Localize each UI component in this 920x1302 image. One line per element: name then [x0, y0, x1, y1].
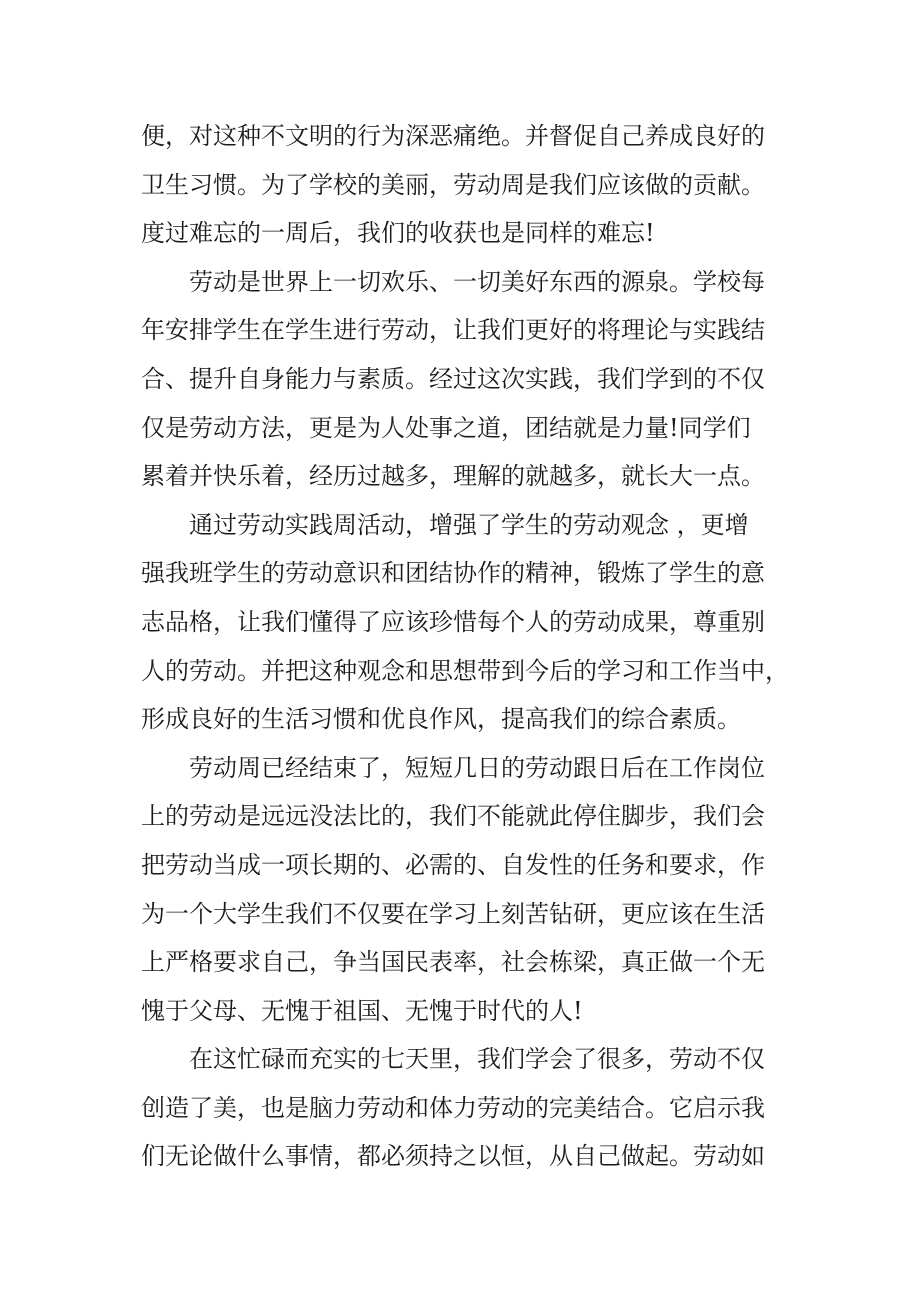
- text-line: 形成良好的生活习惯和优良作风，提高我们的综合素质。: [141, 705, 741, 734]
- text-line: 们无论做什么事情，都必须持之以恒，从自己做起。劳动如: [141, 1142, 765, 1171]
- text-line: 上严格要求自己，争当国民表率，社会栋梁，真正做一个无: [141, 948, 765, 977]
- text-line: 通过劳动实践周活动，增强了学生的劳动观念 ，更增: [189, 510, 749, 539]
- text-line: 合、提升自身能力与素质。经过这次实践，我们学到的不仅: [141, 364, 765, 393]
- text-line: 人的劳动。并把这种观念和思想带到今后的学习和工作当中，: [141, 656, 789, 685]
- text-line: 累着并快乐着，经历过越多，理解的就越多，就长大一点。: [141, 462, 765, 491]
- text-line: 愧于父母、无愧于祖国、无愧于时代的人!: [141, 996, 583, 1025]
- text-line: 志品格，让我们懂得了应该珍惜每个人的劳动成果，尊重别: [141, 607, 765, 636]
- text-line: 劳动是世界上一切欢乐、一切美好东西的源泉。学校每: [189, 267, 765, 296]
- text-line: 年安排学生在学生进行劳动，让我们更好的将理论与实践结: [141, 316, 765, 345]
- paragraph: [141, 258, 801, 501]
- text-line: 把劳动当成一项长期的、必需的、自发性的任务和要求，作: [141, 850, 765, 879]
- text-line: 为一个大学生我们不仅要在学习上刻苦钻研，更应该在生活: [141, 899, 765, 928]
- text-line: 卫生习惯。为了学校的美丽，劳动周是我们应该做的贡献。: [141, 170, 765, 199]
- document-body: [141, 112, 801, 1181]
- paragraph: [141, 744, 801, 1036]
- paragraph: [141, 112, 801, 258]
- text-line: 创造了美，也是脑力劳动和体力劳动的完美结合。它启示我: [141, 1093, 765, 1122]
- text-line: 度过难忘的一周后，我们的收获也是同样的难忘!: [141, 219, 655, 248]
- text-line: 上的劳动是远远没法比的，我们不能就此停住脚步，我们会: [141, 802, 765, 831]
- paragraph: [141, 501, 801, 744]
- text-line: 强我班学生的劳动意识和团结协作的精神，锻炼了学生的意: [141, 559, 765, 588]
- text-line: 劳动周已经结束了，短短几日的劳动跟日后在工作岗位: [189, 753, 765, 782]
- text-line: 便，对这种不文明的行为深恶痛绝。并督促自己养成良好的: [141, 122, 765, 150]
- text-line: 在这忙碌而充实的七天里，我们学会了很多，劳动不仅: [189, 1045, 765, 1074]
- paragraph: [141, 1035, 801, 1181]
- text-line: 仅是劳动方法，更是为人处事之道，团结就是力量!同学们: [141, 413, 751, 442]
